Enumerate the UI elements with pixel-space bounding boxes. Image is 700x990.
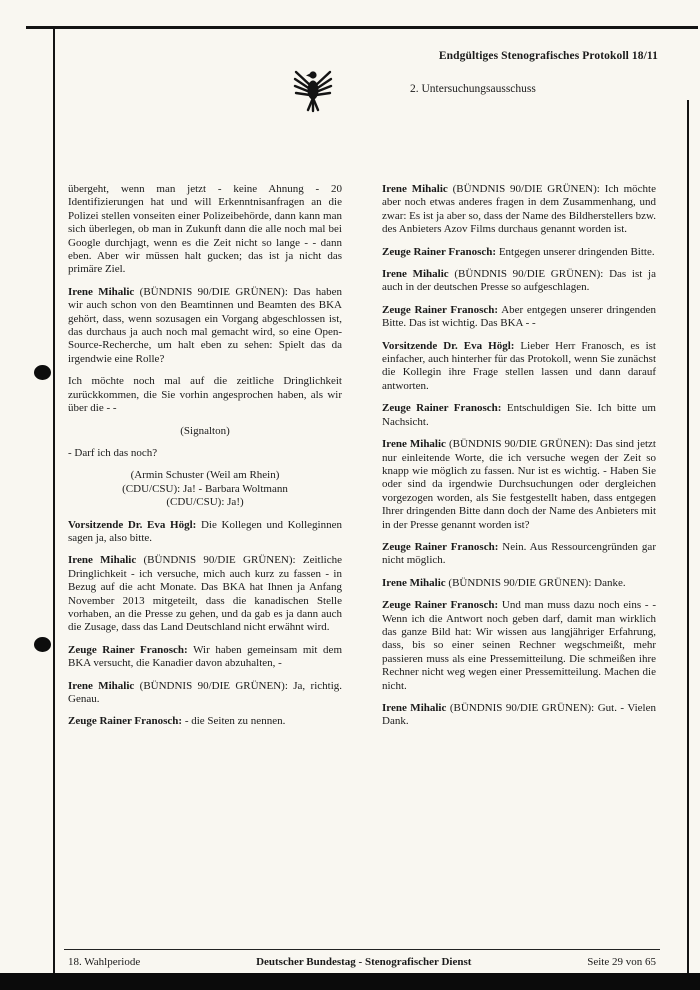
speech-paragraph: Irene Mihalic (BÜNDNIS 90/DIE GRÜNEN): Ich möchte aber noch etwas anderes fragen in dem Zusammenhang, und zwar: Es ist ja aber so, dass der Name des Bildherstellers bzw. des Anbieters Azov Films durchaus genannt worden ist. [382, 183, 656, 236]
footer-page-number: Seite 29 von 65 [587, 956, 656, 968]
speech-paragraph: Irene Mihalic (BÜNDNIS 90/DIE GRÜNEN): Zeitliche Dringlichkeit - ich versuche, mich auch kurz zu fassen - in Bezug auf die acht Monate. Das BKA hat Ihnen ja Anfang November 2013 mitgeteilt, dass die kanadischen Stelle vorhaben, an die Presse zu gehen, und da gab es ja dann auch die Zusage, dass das Land Deutschland nicht erwähnt wird. [68, 554, 342, 634]
stage-direction: (Signalton) [180, 424, 230, 437]
speaker-name: Irene Mihalic [68, 554, 137, 567]
page-body [68, 183, 656, 738]
speech-paragraph: Irene Mihalic (BÜNDNIS 90/DIE GRÜNEN): Danke. [382, 576, 626, 589]
speaker-name: Irene Mihalic [382, 576, 446, 589]
stage-direction: (Armin Schuster (Weil am Rhein) (CDU/CSU): Ja! - Barbara Woltmann (CDU/CSU): Ja!) [122, 469, 288, 509]
scan-border-top [26, 26, 698, 29]
speech-paragraph: Irene Mihalic (BÜNDNIS 90/DIE GRÜNEN): Das ist ja auch in der deutschen Presse so aufgeschlagen. [382, 268, 656, 294]
hole-punch-mark [34, 637, 51, 652]
speaker-name: Zeuge Rainer Franosch: [68, 643, 188, 656]
speech-paragraph: Zeuge Rainer Franosch: Entgegen unserer dringenden Bitte. [382, 245, 655, 258]
speech-paragraph: Zeuge Rainer Franosch: Entschuldigen Sie. Ich bitte um Nachsicht. [382, 402, 656, 428]
footer-divider [64, 949, 660, 950]
bundesadler-icon [292, 64, 334, 119]
speaker-name: Irene Mihalic [382, 438, 446, 451]
speech-paragraph: Vorsitzende Dr. Eva Högl: Lieber Herr Franosch, es ist einfacher, auch hinterher für das Protokoll, wenn Sie zunächst die Kollegin ihre Frage stellen lassen und dann darauf antworten. [382, 339, 656, 392]
page-footer [68, 956, 656, 968]
speaker-name: Irene Mihalic [382, 702, 447, 714]
scan-border-left [53, 27, 55, 974]
hole-punch-mark [34, 365, 51, 380]
speaker-name: Vorsitzende Dr. Eva Högl: [382, 339, 515, 352]
speech-paragraph: Zeuge Rainer Franosch: Nein. Aus Ressourcengründen gar nicht möglich. [382, 540, 656, 567]
committee-title: 2. Untersuchungsausschuss [410, 83, 536, 95]
speech-paragraph: Zeuge Rainer Franosch: Aber entgegen unserer dringenden Bitte. Das ist wichtig. Das BKA - - [382, 303, 656, 330]
speaker-name: Irene Mihalic [382, 268, 449, 281]
speaker-name: Zeuge Rainer Franosch: [382, 599, 499, 612]
speech-paragraph: Vorsitzende Dr. Eva Högl: Die Kollegen und Kolleginnen sagen ja, also bitte. [68, 518, 342, 544]
body-paragraph: übergeht, wenn man jetzt - keine Ahnung - 20 Identifizierungen hat und will Erkenntnisanfragen an die Polizei stellen vonseiten einer Polizeibehörde, dann kann man sich überlegen, ob man in Zukunft dann die alle noch mal bei Google durchjagt, wenn es die Zeit nicht so lange - - dann eben. Aber wir müssen halt gucken; das ist ja nicht das primäre Ziel. [68, 183, 342, 276]
speech-paragraph: Irene Mihalic (BÜNDNIS 90/DIE GRÜNEN): Gut. - Vielen Dank. [382, 702, 656, 728]
left-column [68, 183, 342, 738]
body-paragraph: - Darf ich das noch? [68, 446, 158, 459]
protocol-title: Endgültiges Stenografisches Protokoll 18/11 [438, 50, 658, 62]
right-column [382, 183, 656, 738]
speaker-name: Irene Mihalic [382, 183, 448, 195]
body-paragraph: Ich möchte noch mal auf die zeitliche Dringlichkeit zurückkommen, die Sie vorhin angesprochen haben, als wir über die - - [68, 375, 342, 415]
speech-paragraph: Zeuge Rainer Franosch: Und man muss dazu noch eins - - Wenn ich die Antwort noch geben darf, damit man wirklich das ganze Bild hat: Wir wissen aus langjähriger Erfahrung, dass, bis so einer seinen Rechner wegschmeißt, mehr passieren muss als eine Pressemitteilung. Die schmeißen ihre Rechner nicht weg wegen einer Pressemitteilung. Machen die nicht. [382, 599, 656, 692]
speech-paragraph: Zeuge Rainer Franosch: - die Seiten zu nennen. [68, 715, 286, 728]
speaker-name: Irene Mihalic [68, 285, 135, 298]
scan-border-bottom [0, 973, 700, 990]
speaker-name: Zeuge Rainer Franosch: [382, 303, 499, 316]
speech-paragraph: Zeuge Rainer Franosch: Wir haben gemeinsam mit dem BKA versucht, die Kanadier davon abzuhalten, - [68, 643, 342, 670]
speaker-name: Irene Mihalic [68, 679, 135, 692]
scan-border-right [687, 100, 689, 974]
footer-legislative-period: 18. Wahlperiode [68, 956, 141, 968]
speech-paragraph: Irene Mihalic (BÜNDNIS 90/DIE GRÜNEN): Ja, richtig. Genau. [68, 679, 342, 705]
speaker-name: Zeuge Rainer Franosch: [382, 540, 499, 553]
speaker-name: Vorsitzende Dr. Eva Högl: [68, 518, 197, 531]
footer-institution: Deutscher Bundestag - Stenografischer Dienst [256, 956, 472, 968]
speaker-name: Zeuge Rainer Franosch: [382, 402, 502, 415]
speech-paragraph: Irene Mihalic (BÜNDNIS 90/DIE GRÜNEN): Das sind jetzt nur einleitende Worte, die ich versuche wegen der Zeit so knapp wie möglich zu fassen. Nur ist es wichtig. - Haben Sie oder sind da irgendwie Durchsuchungen oder dergleichen vorgezogen worden, als Sie festgestellt haben, dass entgegen Ihrer dringenden Bitte dann doch der Name des Anbieters mit in der Presse genannt worden ist? [382, 438, 656, 531]
speaker-name: Zeuge Rainer Franosch: [382, 245, 497, 258]
speaker-name: Zeuge Rainer Franosch: [68, 715, 183, 728]
speech-paragraph: Irene Mihalic (BÜNDNIS 90/DIE GRÜNEN): Das haben wir auch schon von den Beamtinnen und Beamten des BKA gehört, dass, wenn sozusagen ein Vorgang abgeschlossen ist, das durchaus ja auch noch mal gemacht wird, so eine Open-Source-Recherche, um halt eben zu sehen: Spielt das da irgendwie eine Rolle? [68, 285, 342, 365]
